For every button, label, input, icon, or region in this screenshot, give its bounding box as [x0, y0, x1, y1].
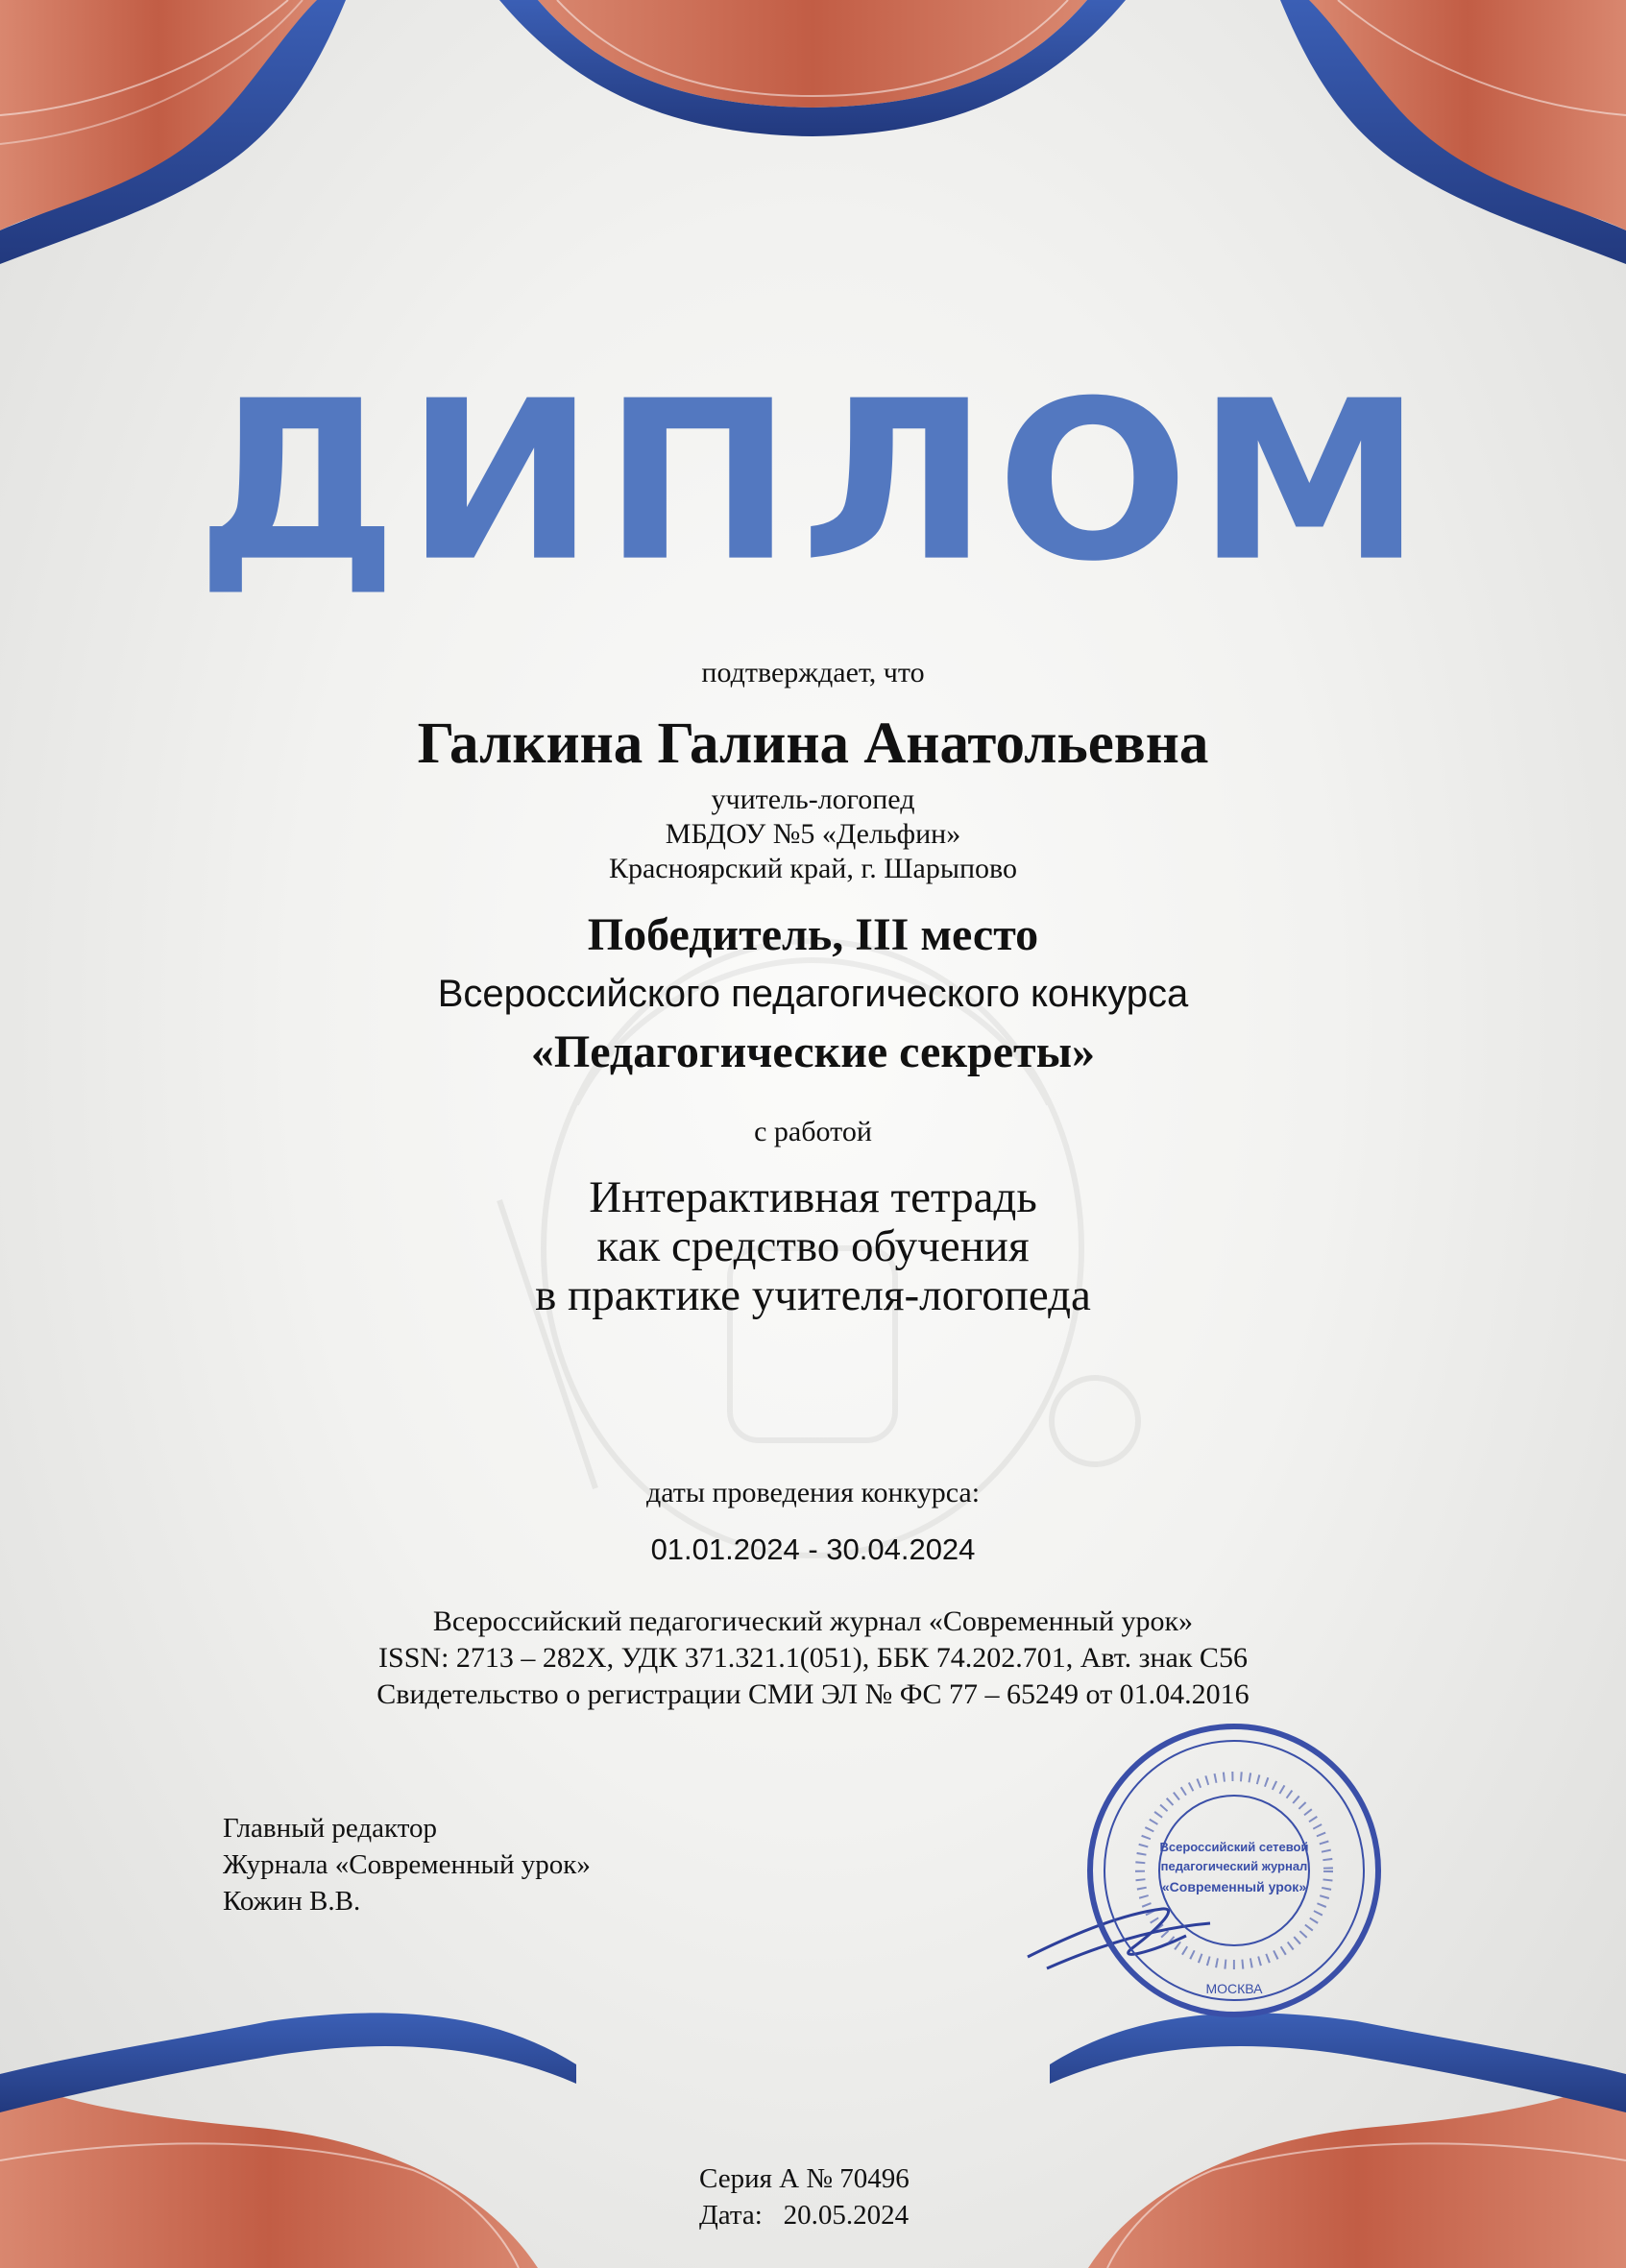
contest-name: «Педагогические секреты» — [530, 1026, 1096, 1077]
seal-city: МОСКВА — [1205, 1981, 1263, 1996]
confirms-text: подтверждает, что — [701, 657, 925, 688]
diploma-title: ДИПЛОМ — [196, 353, 1430, 610]
editor-line: Главный редактор — [223, 1813, 438, 1844]
seal-center-line: педагогический журнал — [1160, 1859, 1308, 1873]
work-title-line: Интерактивная тетрадь — [589, 1172, 1037, 1222]
journal-seal — [1018, 1717, 1383, 2034]
work-title-line: как средство обучения — [596, 1221, 1030, 1271]
journal-line: ISSN: 2713 – 282X, УДК 371.321.1(051), ББК 74.202.701, Авт. знак С56 — [378, 1642, 1248, 1674]
series-number: Серия А № 70496 — [699, 2163, 910, 2194]
with-work-text: с работой — [754, 1116, 872, 1147]
contest-type: Всероссийского педагогического конкурса — [437, 973, 1189, 1015]
editor-line: Кожин В.В. — [223, 1886, 361, 1917]
series-block — [699, 2160, 910, 2233]
recipient-location: Красноярский край, г. Шарыпово — [608, 853, 1018, 884]
recipient-organization: МБДОУ №5 «Дельфин» — [665, 818, 961, 850]
editor-block — [223, 1810, 591, 1919]
issue-date: Дата: 20.05.2024 — [699, 2200, 910, 2231]
seal-center-line: Всероссийский сетевой — [1159, 1840, 1309, 1854]
journal-line: Свидетельство о регистрации СМИ ЭЛ № ФС 77 – 65249 от 01.04.2016 — [376, 1678, 1250, 1710]
seal-center-line: «Современный урок» — [1161, 1879, 1307, 1894]
dates-label: даты проведения конкурса: — [645, 1477, 981, 1508]
recipient-position: учитель-логопед — [711, 784, 915, 815]
recipient-name: Галкина Галина Анатольевна — [417, 712, 1209, 776]
award-place: Победитель, III место — [587, 909, 1039, 960]
editor-line: Журнала «Современный урок» — [223, 1849, 591, 1880]
dates-value: 01.01.2024 - 30.04.2024 — [650, 1532, 976, 1566]
journal-line: Всероссийский педагогический журнал «Современный урок» — [432, 1605, 1194, 1637]
work-title-line: в практике учителя-логопеда — [535, 1270, 1091, 1320]
